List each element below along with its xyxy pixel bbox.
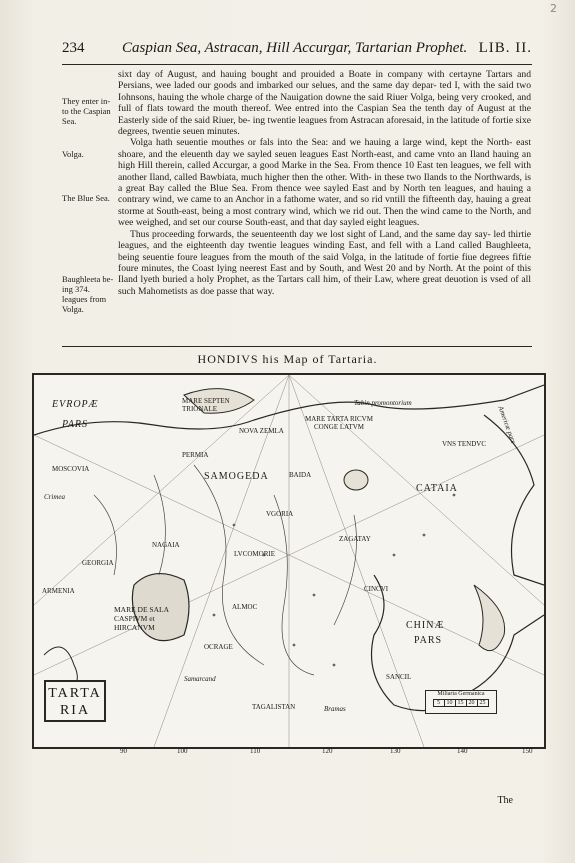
scale-tick: 25: [477, 699, 489, 707]
margin-note: They enter in- to the Caspian Sea.: [62, 96, 111, 126]
scale-label: Miliaria Germanica: [437, 691, 485, 697]
scale-tick: 20: [466, 699, 478, 707]
label-chinae-pars: PARS: [414, 635, 443, 646]
label-pars: PARS: [62, 419, 89, 430]
label-bramas: Bramas: [324, 705, 346, 713]
label-permia: PERMIA: [182, 451, 209, 459]
label-samogeda: SAMOGEDA: [204, 471, 269, 482]
map-cartouche: [44, 680, 106, 722]
longitude-label: 100: [177, 747, 188, 755]
paragraph: sixt day of August, and hauing bought and prouided a Boate in company with certayne Tartars and Persians, wee laded our goods and imbarked our selues, and the same day depar- ted I, with the said two Iohnsons, hauing the whole charge of the Nauigation downe the said Riuer Volga, being very crooked, and full of flats toward the mouth thereof. Wee entred into the Caspian Sea the tenth day of August at the Easterly side of the said Riuer, be- ing twentie leagues from Astracan aforesaid, in the latitude of fortie sixe degrees, twentie seuen minutes.: [118, 69, 531, 138]
label-samarcand: Samarcand: [184, 675, 216, 683]
label-zagatai: ZAGATAY: [339, 535, 371, 543]
label-baida: BAIDA: [289, 471, 312, 479]
label-sancil: SANCIL: [386, 673, 412, 681]
paragraph: Volga hath seuentie mouthes or fals into the Sea: and we hauing a large wind, kept the North- east shoare, and the eleuenth day we sayled seuen leagues East North-east, and came vnto an Iland hauing an high Hill therein, called Accurgar, a good Marke in the Sea. From thence 10 East ten leagues, we fell with another Iland, called Bawbiata, much higher then the other. With- in these two Ilands to the Northwards, is a great Bay called the Blue Sea. From thence wee sayled East and by North ten leagues, and hauing a contrary wind, we came to an Anchor in a fathome water, and so rid vntill the fifteenth day, hauing a great storme at South-east, being a most contrary wind, which we rid out. Then the wind came to the North, and wee weighed, and set our course South-east, and that day sayled eight leagues.: [118, 137, 531, 229]
catchword: The: [497, 795, 513, 806]
label-crimea: Crimea: [44, 493, 65, 501]
label-georgia: GEORGIA: [82, 559, 114, 567]
paragraph: Thus proceeding forwards, the seuenteenth day we lost sight of Land, and the same day say- led thirtie leagues, and the eighteenth day twentie leagues winding East, and fell with a Land called Baughleeta, being seuentie foure leagues from the mouth of the said Volga, in the latitude of fortie fiue degrees fiftie foure minutes, the Coast lying neerest East and by South, and West 20 and by North. At the point of this Iland lyeth buried a holy Prophet, as the Tartars call him, of their Law, where great deuotion is vsed of all such Mahometists as doe passe that way.: [118, 228, 531, 297]
page-number: 234: [62, 40, 85, 56]
longitude-label: 110: [250, 747, 261, 755]
label-lucomorie: LVCOMORIE: [234, 550, 275, 558]
label-tendvc: VNS TENDVC: [442, 440, 487, 448]
label-cincui: CINCVI: [364, 585, 389, 593]
scale-tick: 15: [455, 699, 467, 707]
book-number: LIB. II.: [478, 40, 532, 56]
section-rule: [62, 346, 532, 347]
cartouche-line: RIA: [59, 703, 91, 718]
label-europae: EVROPÆ: [52, 399, 99, 410]
scale-bar: [425, 690, 497, 714]
scale-tick: 5: [433, 699, 445, 707]
margin-note: Volga.: [62, 149, 84, 159]
body-text: [118, 69, 531, 297]
label-mare-tartaricum: MARE TARTA RICVM CONGE LATVM: [305, 415, 373, 431]
longitude-scale: [32, 747, 542, 757]
running-header: [62, 40, 532, 62]
label-ugoria: VGORIA: [266, 510, 294, 518]
label-ocrage: OCRAGE: [204, 643, 233, 651]
longitude-label: 150: [522, 747, 533, 755]
label-cathaia: CATAIA: [416, 483, 458, 494]
label-armenia: ARMENIA: [42, 587, 75, 595]
map-title: HONDIVS his Map of Tartaria.: [197, 352, 378, 366]
header-rule: [62, 64, 532, 65]
scale-tick: 10: [444, 699, 456, 707]
label-tabin: Tabin promontorium: [354, 399, 412, 407]
cartouche-line: TARTA: [48, 686, 102, 701]
label-caspian-sea: MARE DE SALA CASPIVM et HIRCANVM: [114, 605, 169, 632]
longitude-label: 90: [120, 747, 127, 755]
longitude-label: 120: [322, 747, 333, 755]
longitude-label: 130: [390, 747, 401, 755]
longitude-label: 140: [457, 747, 468, 755]
label-mare-septentrionale: MARE SEPTEN TRIONALE: [182, 397, 230, 413]
label-tagalistan: TAGALISTAN: [252, 703, 296, 711]
label-americae: Americæ pars: [496, 405, 518, 445]
corner-mark: 2: [550, 2, 557, 15]
margin-note: The Blue Sea.: [62, 193, 110, 203]
label-almoc: ALMOC: [232, 603, 258, 611]
label-nagaia: NAGAIA: [152, 541, 180, 549]
label-chinae: CHINÆ: [406, 620, 445, 631]
label-nova-zemla: NOVA ZEMLA: [239, 427, 284, 435]
running-title: Caspian Sea, Astracan, Hill Accurgar, Tartarian Prophet.: [122, 40, 468, 56]
label-moscovia: MOSCOVIA: [52, 465, 90, 473]
margin-note: Baughleeta be- ing 374. leagues from Volga.: [62, 274, 114, 314]
scale-ticks: [426, 699, 496, 707]
